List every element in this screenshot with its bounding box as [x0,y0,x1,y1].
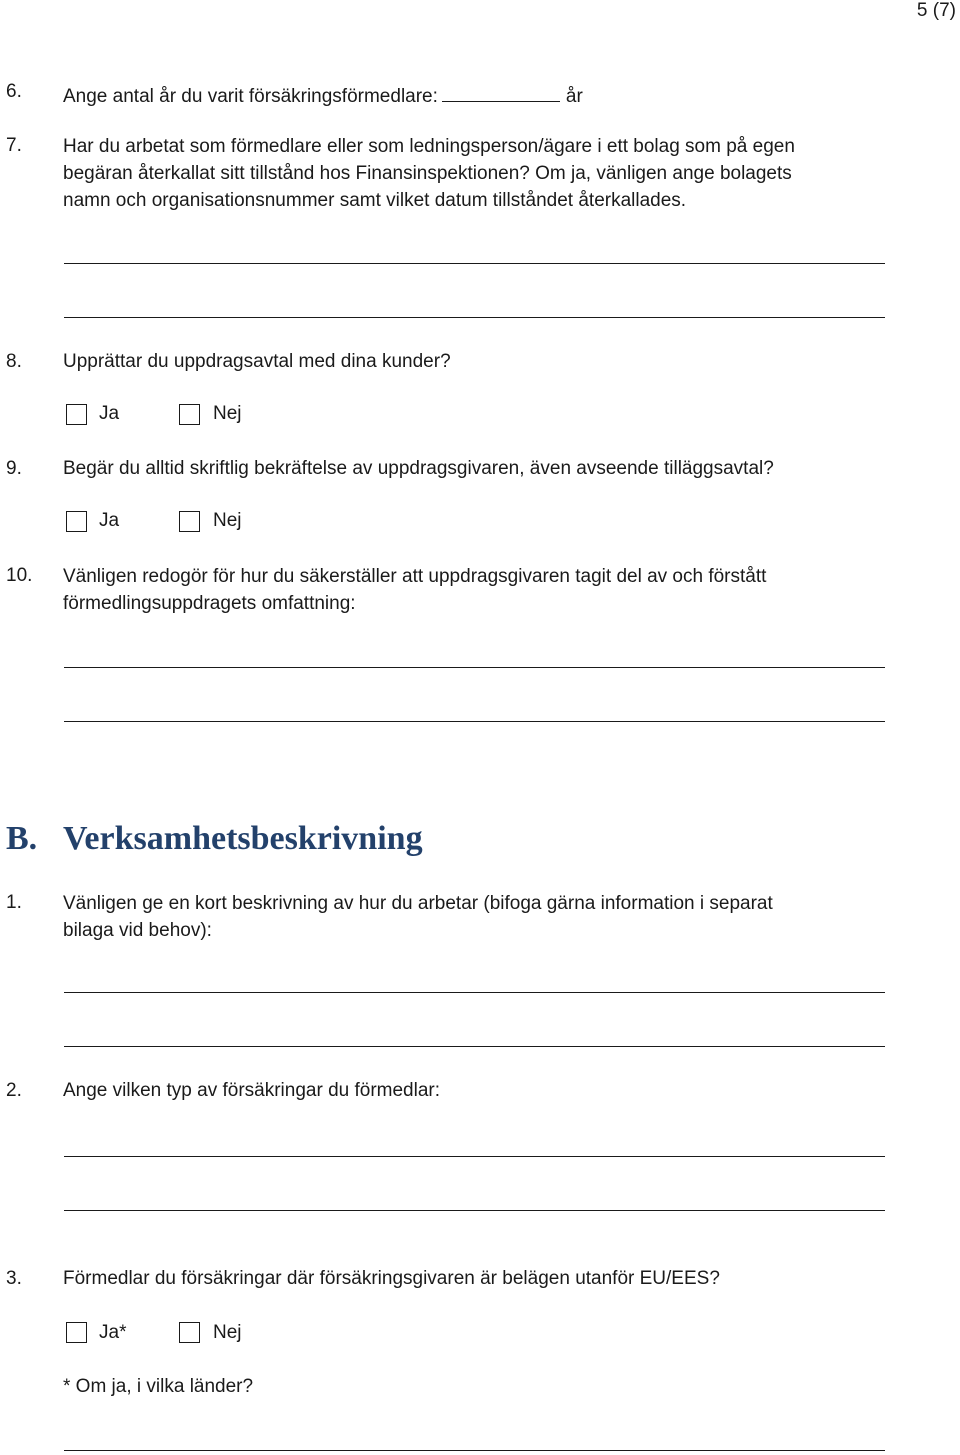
b-question-3-no-checkbox[interactable] [179,1322,200,1343]
section-b-heading [6,820,423,858]
question-8-no-checkbox[interactable] [179,404,200,425]
question-10-answer-line-2[interactable] [64,721,885,722]
question-6 [63,81,583,108]
b-question-1-line-2: bilaga vid behov): [63,920,212,941]
b-question-2-answer-line-2[interactable] [64,1210,885,1211]
question-9-yes-checkbox[interactable] [66,511,87,532]
b-question-1-answer-line-2[interactable] [64,1046,885,1047]
question-9-no-checkbox[interactable] [179,511,200,532]
question-10-number: 10. [6,565,33,586]
b-question-3-footnote: * Om ja, i vilka länder? [63,1376,254,1397]
question-7-line-2: begäran återkallat sitt tillstånd hos Finansinspektionen? Om ja, vänligen ange bolagets [63,163,792,184]
question-7-number: 7. [6,135,22,156]
question-10-line-2: förmedlingsuppdragets omfattning: [63,593,356,614]
b-question-2-answer-line-1[interactable] [64,1156,885,1157]
b-question-3-yes-label: Ja* [99,1322,127,1343]
b-question-3-text: Förmedlar du försäkringar där försäkringsgivaren är belägen utanför EU/EES? [63,1268,720,1289]
question-8-no-label: Nej [213,403,242,424]
question-9-text: Begär du alltid skriftlig bekräftelse av uppdragsgivaren, även avseende tilläggsavtal? [63,458,774,479]
question-10-answer-line-1[interactable] [64,667,885,668]
b-question-2-number: 2. [6,1080,22,1101]
question-9-yes-label: Ja [99,510,120,531]
question-7-answer-line-2[interactable] [64,317,885,318]
question-10-line-1: Vänligen redogör för hur du säkerställer att uppdragsgivaren tagit del av och förstått [63,566,767,587]
question-6-number: 6. [6,81,22,102]
b-question-3-answer-line[interactable] [64,1450,885,1451]
section-title: Verksamhetsbeskrivning [63,820,423,857]
b-question-1-answer-line-1[interactable] [64,992,885,993]
page-number: 5 (7) [916,0,956,21]
b-question-3-no-label: Nej [213,1322,242,1343]
b-question-3-number: 3. [6,1268,22,1289]
question-7-line-3: namn och organisationsnummer samt vilket datum tillståndet återkallades. [63,190,687,211]
question-8-yes-label: Ja [99,403,120,424]
question-6-text: Ange antal år du varit försäkringsförmedlare: [63,86,438,107]
question-8-yes-checkbox[interactable] [66,404,87,425]
question-8-text: Upprättar du uppdragsavtal med dina kunder? [63,351,451,372]
b-question-3-yes-checkbox[interactable] [66,1322,87,1343]
b-question-1-line-1: Vänligen ge en kort beskrivning av hur du arbetar (bifoga gärna information i separat [63,893,773,914]
b-question-1-number: 1. [6,892,22,913]
years-input-line[interactable] [442,81,560,102]
question-9-number: 9. [6,458,22,479]
question-6-suffix: år [565,86,583,107]
question-8-number: 8. [6,351,22,372]
section-letter: B. [6,820,38,857]
question-9-no-label: Nej [213,510,242,531]
question-7-answer-line-1[interactable] [64,263,885,264]
b-question-2-text: Ange vilken typ av försäkringar du förmedlar: [63,1080,441,1101]
question-7-line-1: Har du arbetat som förmedlare eller som ledningsperson/ägare i ett bolag som på egen [63,136,795,157]
